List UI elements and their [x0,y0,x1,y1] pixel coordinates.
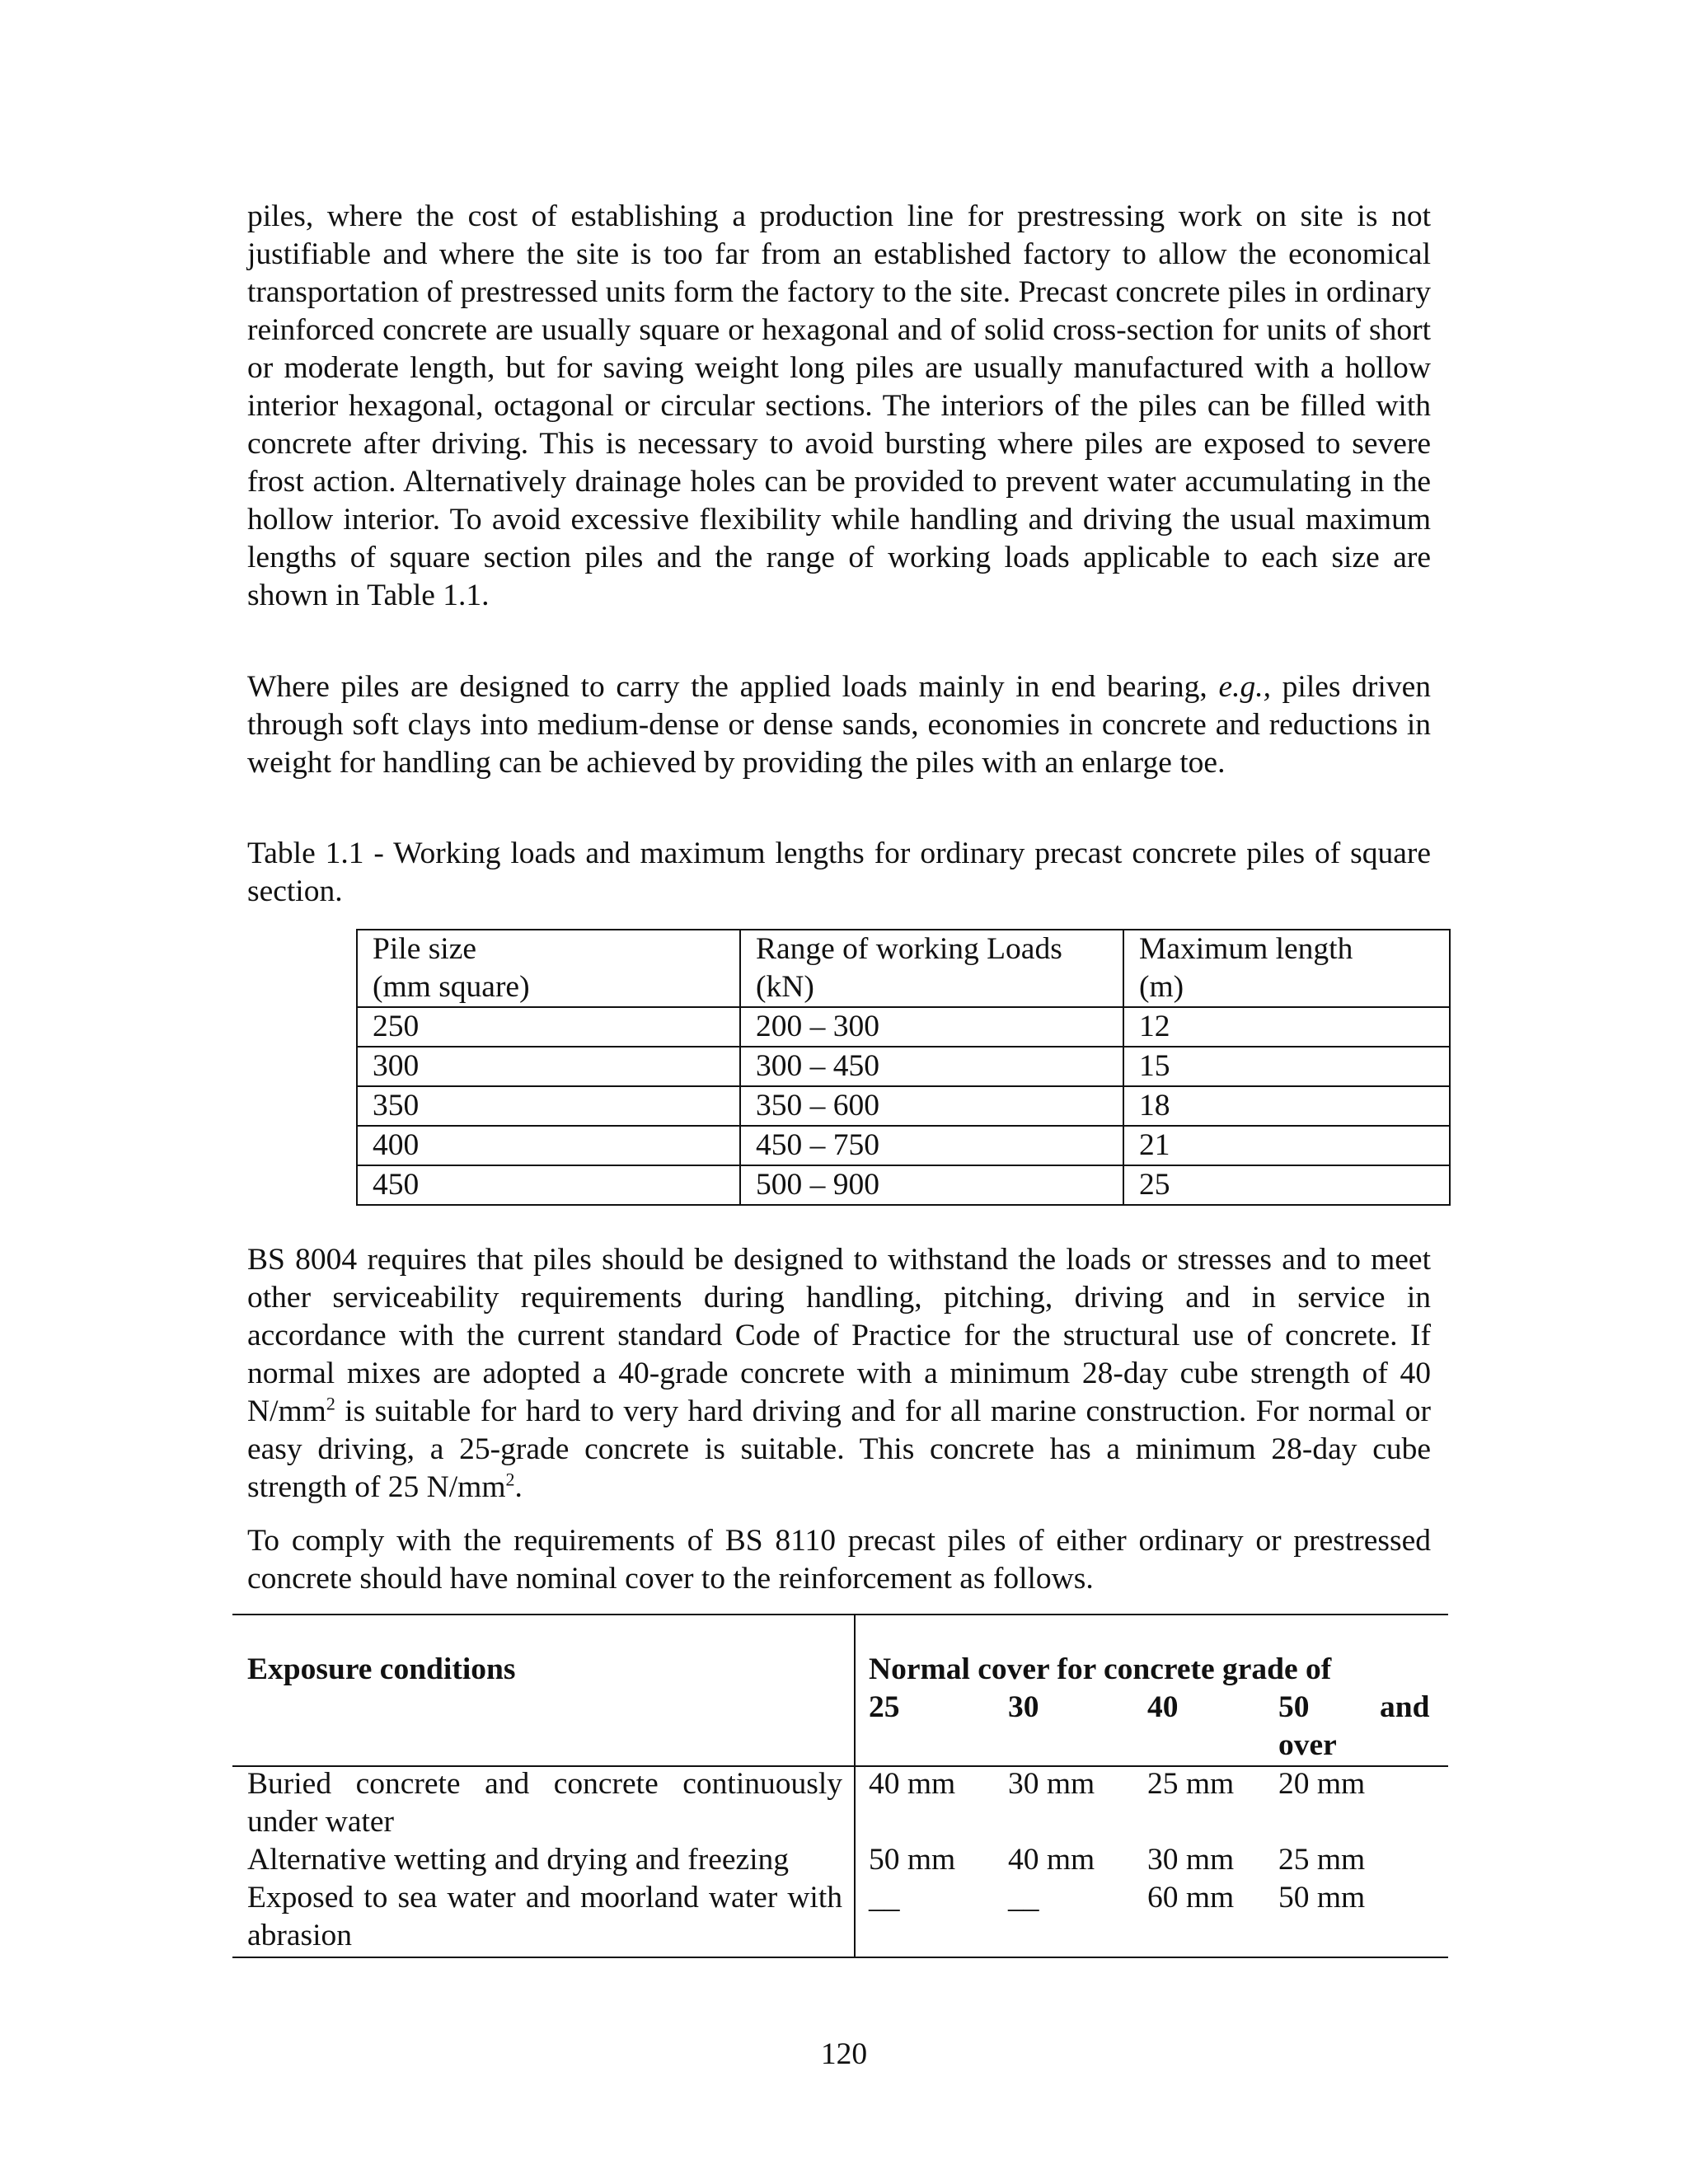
italic-eg: e.g., [1218,670,1271,704]
table-rule-top [232,1614,1448,1615]
paragraph-bs8110: To comply with the requirements of BS 8110 precast piles of either ordinary or prestressed concrete should have nominal cover to the reinforcement as follows. [247,1524,1431,1596]
cell-working-load: 200 – 300 [740,1007,1123,1047]
cell-pile-size: 400 [357,1126,740,1165]
paragraph-end-bearing [247,668,1431,782]
header-cell-max-length: Maximum length (m) [1123,930,1450,1007]
table-row [357,1165,1450,1205]
header-grade-30: 30 [1008,1690,1039,1724]
table-row [357,1007,1450,1047]
cover-value: __ [1008,1881,1039,1915]
table-row [357,1126,1450,1165]
condition-wetting-drying: Alternative wetting and drying and freezing [247,1843,790,1877]
cover-value: 40 mm [869,1767,956,1801]
condition-buried: Buried concrete and concrete continuously under water [247,1767,842,1839]
cell-working-load: 350 – 600 [740,1086,1123,1126]
cover-value: 30 mm [1008,1767,1095,1801]
header-grade-and: and [1380,1690,1430,1724]
paragraph-text: piles driven through soft clays into medium-dense or dense sands, economies in concrete and reductions in weight for handling can be achieved by providing the piles with an enlarge toe. [247,670,1431,780]
cell-working-load: 450 – 750 [740,1126,1123,1165]
nominal-cover-table [232,1614,1448,1958]
cover-value: 50 mm [1278,1881,1366,1915]
cell-max-length: 12 [1123,1007,1450,1047]
cell-pile-size: 450 [357,1165,740,1205]
cover-value: 25 mm [1147,1767,1235,1801]
paragraph-bs8004 [247,1241,1431,1507]
cell-pile-size: 350 [357,1086,740,1126]
cell-working-load: 500 – 900 [740,1165,1123,1205]
cover-value: 25 mm [1278,1843,1366,1877]
table-row [357,1086,1450,1126]
table-row [357,1047,1450,1086]
table-caption: Table 1.1 - Working loads and maximum lengths for ordinary precast concrete piles of square section. [247,837,1431,908]
cell-max-length: 15 [1123,1047,1450,1086]
header-grade-50: 50 [1278,1690,1310,1724]
header-normal-cover: Normal cover for concrete grade of [869,1652,1332,1686]
cell-max-length: 18 [1123,1086,1450,1126]
cover-value: __ [869,1881,900,1915]
cover-value: 20 mm [1278,1767,1366,1801]
cover-value: 50 mm [869,1843,956,1877]
paragraph-precast-piles: piles, where the cost of establishing a production line for prestressing work on site is not justifiable and where the site is too far from an established factory to allow the economical transportation of prestressed units form the factory to the site. Precast concrete piles in ordinary reinforced concrete are usually square or hexagonal and of solid cross-section for units of short or moderate length, but for saving weight long piles are usually manufactured with a hollow interior hexagonal, octagonal or circular sections. The interiors of the piles can be filled with concrete after driving. This is necessary to avoid bursting where piles are exposed to severe frost action. Alternatively drainage holes can be provided to prevent water accumulating in the hollow interior. To avoid excessive flexibility while handling and driving the usual maximum lengths of square section piles and the range of working loads applicable to each size are shown in Table 1.1. [247,199,1431,612]
header-cell-working-loads: Range of working Loads (kN) [740,930,1123,1007]
header-grade-25: 25 [869,1690,900,1724]
paragraph-text: . [514,1470,523,1504]
cover-value: 40 mm [1008,1843,1095,1877]
cover-value: 60 mm [1147,1881,1235,1915]
header-cell-pile-size: Pile size (mm square) [357,930,740,1007]
superscript: 2 [326,1393,335,1414]
header-grade-over: over [1278,1728,1337,1762]
table-rule-bottom [232,1957,1448,1958]
cell-pile-size: 250 [357,1007,740,1047]
header-exposure-conditions: Exposure conditions [247,1652,516,1686]
table-header-row [357,930,1450,1007]
cell-pile-size: 300 [357,1047,740,1086]
cover-value: 30 mm [1147,1843,1235,1877]
cell-working-load: 300 – 450 [740,1047,1123,1086]
superscript: 2 [505,1469,515,1490]
condition-sea-water: Exposed to sea water and moorland water with abrasion [247,1881,842,1952]
header-grade-40: 40 [1147,1690,1179,1724]
cell-max-length: 25 [1123,1165,1450,1205]
table-rule-vertical [854,1614,856,1958]
page-number: 120 [820,2037,868,2071]
paragraph-text: Where piles are designed to carry the applied loads mainly in end bearing, [247,670,1219,704]
paragraph-text: BS 8004 requires that piles should be designed to withstand the loads or stresses and to meet other serviceability requirements during handling, pitching, driving and in service in accordance with the current standard Code of Practice for the structural use of concrete. If normal mixes are adopted a 40-grade concrete with a minimum 28-day cube strength of 40 N/mm [247,1243,1431,1428]
cell-max-length: 21 [1123,1126,1450,1165]
working-loads-table [356,929,1451,1206]
paragraph-text: is suitable for hard to very hard driving and for all marine construction. For normal or easy driving, a 25-grade concrete is suitable. This concrete has a minimum 28-day cube strength of 25 N/mm [247,1394,1431,1504]
